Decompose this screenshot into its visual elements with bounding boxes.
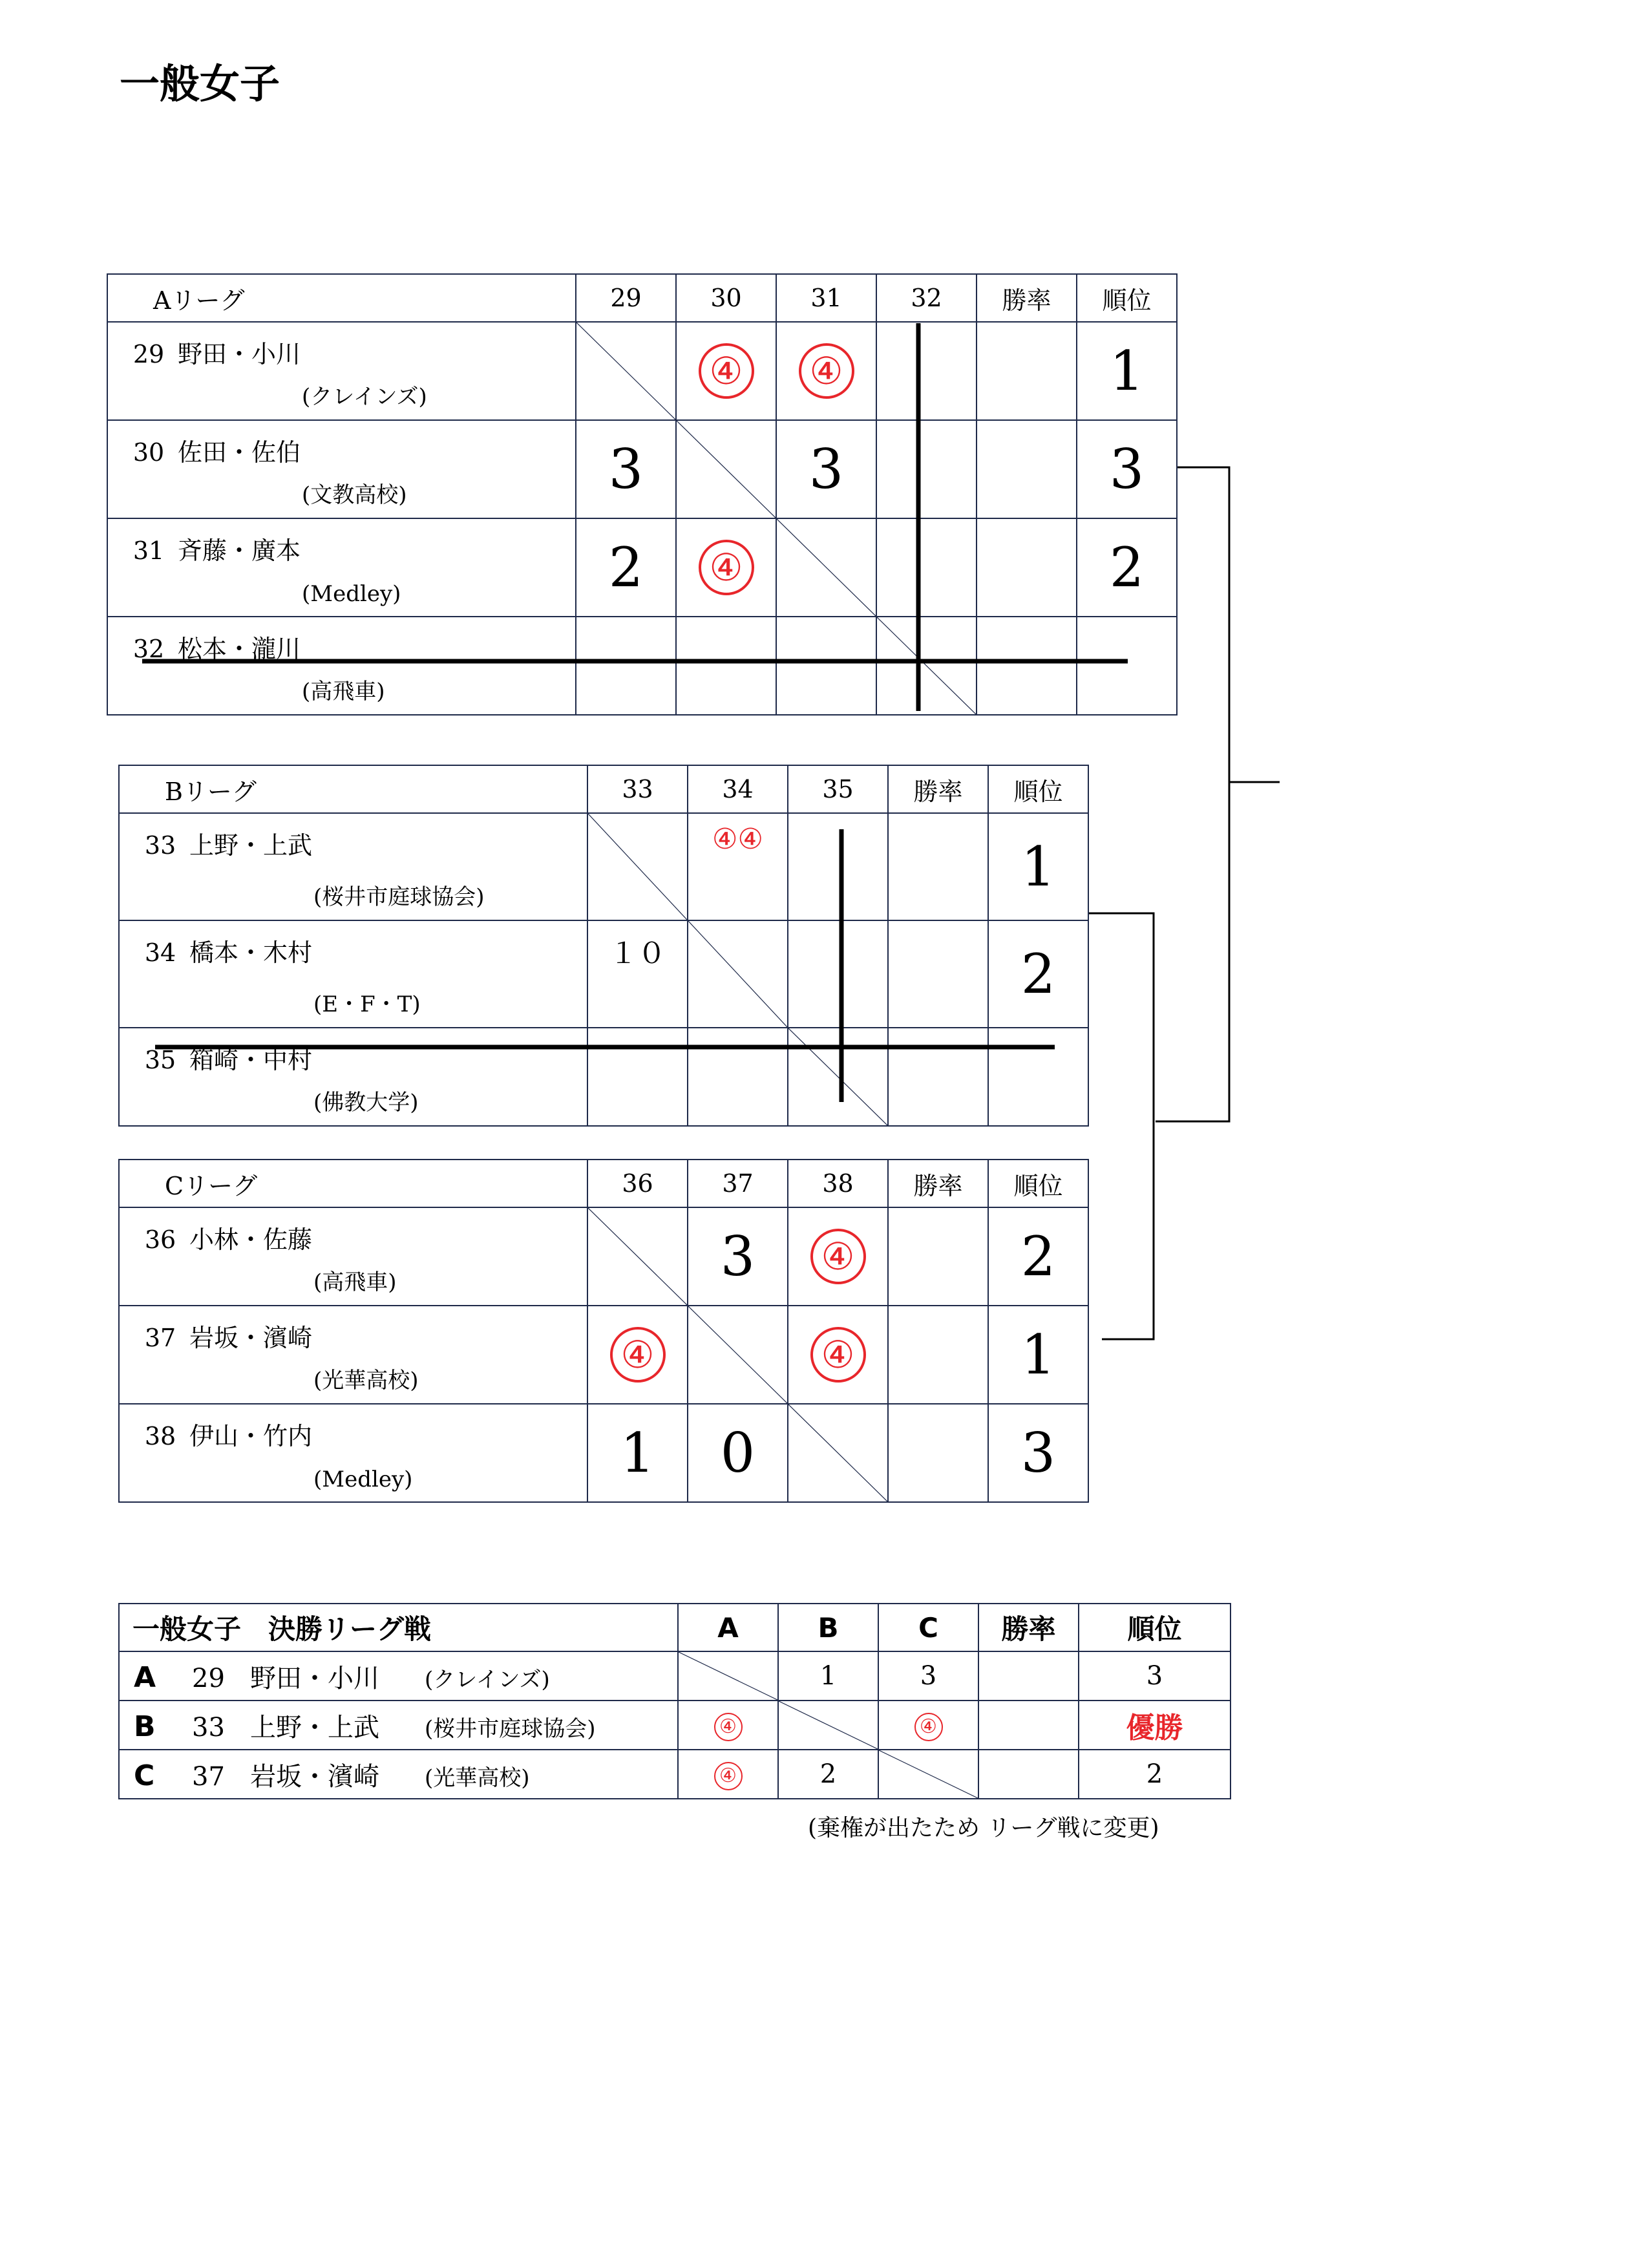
rate-cell <box>978 1750 1079 1799</box>
col-header: 37 <box>688 1160 788 1207</box>
rate-cell <box>888 1306 988 1404</box>
col-header: A <box>678 1604 778 1651</box>
col-header: 38 <box>788 1160 888 1207</box>
rank-header: 順位 <box>1077 274 1177 322</box>
group-letter: A <box>134 1660 156 1694</box>
win-mark: ④ <box>714 1762 743 1790</box>
player-names: 斉藤・廣本 <box>178 536 301 565</box>
group-letter: C <box>134 1759 155 1792</box>
score-cell <box>788 920 888 1028</box>
player-club: (桜井市庭球協会) <box>313 884 485 910</box>
self-cell <box>576 322 676 420</box>
score-cell <box>776 322 876 420</box>
col-header: 36 <box>587 1160 688 1207</box>
rank-cell: 2 <box>988 1207 1088 1306</box>
table-row <box>107 617 1177 715</box>
player-names: 上野・上武 <box>250 1712 379 1743</box>
rate-cell <box>978 1701 1079 1750</box>
player-names: 松本・瀧川 <box>178 635 301 663</box>
final-note: (棄権が出たため リーグ戦に変更) <box>808 1815 1159 1841</box>
self-cell <box>876 617 977 715</box>
score-cell <box>788 813 888 920</box>
player-number: 31 <box>132 536 165 565</box>
rate-cell <box>977 322 1077 420</box>
score-cell <box>678 1701 778 1750</box>
rank-cell: 3 <box>1079 1651 1231 1701</box>
score-cell <box>676 617 776 715</box>
player-cell <box>107 322 576 420</box>
table-row <box>119 1306 1088 1404</box>
col-header: 30 <box>676 274 776 322</box>
score-cell: 3 <box>776 420 876 518</box>
player-number: 34 <box>144 938 176 967</box>
league-a-name: Aリーグ <box>107 274 576 322</box>
final-league-table <box>118 1603 1231 1799</box>
rate-header: 勝率 <box>977 274 1077 322</box>
player-names: 伊山・竹内 <box>189 1422 313 1450</box>
rank-cell <box>1077 617 1177 715</box>
page-title: 一般女子 <box>120 60 280 107</box>
league-b-name: Bリーグ <box>119 765 587 813</box>
score-cell <box>576 617 676 715</box>
table-row <box>107 518 1177 617</box>
score-cell <box>788 1207 888 1306</box>
self-cell <box>587 813 688 920</box>
player-names: 橋本・木村 <box>189 938 313 967</box>
league-c-table <box>118 1159 1089 1503</box>
score-cell: 3 <box>688 1207 788 1306</box>
player-cell <box>107 518 576 617</box>
league-c-name: Cリーグ <box>119 1160 587 1207</box>
col-header: 35 <box>788 765 888 813</box>
player-number: 32 <box>132 635 165 663</box>
self-cell <box>688 920 788 1028</box>
player-club: (クレインズ) <box>425 1666 550 1693</box>
score-cell: 1 <box>587 1404 688 1502</box>
win-mark: ④ <box>714 1713 743 1741</box>
league-b-table <box>118 765 1089 1127</box>
win-mark: ④ <box>699 343 754 399</box>
col-header: 32 <box>876 274 977 322</box>
player-number: 35 <box>144 1046 176 1074</box>
rate-cell <box>977 518 1077 617</box>
self-cell <box>878 1750 978 1799</box>
win-mark: ④④ <box>712 823 763 856</box>
player-names: 岩坂・濱崎 <box>189 1324 313 1352</box>
score-cell <box>676 518 776 617</box>
self-cell <box>678 1651 778 1701</box>
col-header: 34 <box>688 765 788 813</box>
player-names: 野田・小川 <box>178 340 301 368</box>
score-cell: 3 <box>878 1651 978 1701</box>
rate-header: 勝率 <box>978 1604 1079 1651</box>
player-names: 佐田・佐伯 <box>178 438 301 467</box>
rank-cell: 2 <box>1077 518 1177 617</box>
self-cell <box>688 1306 788 1404</box>
score-cell <box>788 1306 888 1404</box>
win-mark: ④ <box>699 540 754 595</box>
player-club: (文教高校) <box>302 482 407 508</box>
col-header: B <box>778 1604 878 1651</box>
win-mark: ④ <box>610 1327 666 1383</box>
score-cell <box>688 1028 788 1126</box>
score-cell <box>587 1306 688 1404</box>
rank-header: 順位 <box>988 765 1088 813</box>
bracket-line <box>1089 913 1154 1339</box>
player-number: 37 <box>192 1761 225 1792</box>
rate-header: 勝率 <box>888 1160 988 1207</box>
self-cell <box>778 1701 878 1750</box>
player-names: 野田・小川 <box>250 1663 379 1693</box>
rate-cell <box>888 1404 988 1502</box>
rank-cell: 1 <box>1077 322 1177 420</box>
player-club: (桜井市庭球協会) <box>425 1715 596 1742</box>
player-number: 33 <box>144 831 176 860</box>
player-club: (佛教大学) <box>313 1090 419 1116</box>
player-club: (クレインズ) <box>302 384 427 410</box>
score-cell: 0 <box>688 1404 788 1502</box>
rank-cell: 1 <box>988 1306 1088 1404</box>
final-player-cell <box>119 1651 678 1701</box>
score-cell <box>878 1701 978 1750</box>
player-number: 29 <box>132 340 165 368</box>
rank-header: 順位 <box>1079 1604 1231 1651</box>
score-cell <box>876 420 977 518</box>
rank-cell: 3 <box>988 1404 1088 1502</box>
champion-label: 優勝 <box>1126 1712 1183 1744</box>
self-cell <box>788 1028 888 1126</box>
player-number: 38 <box>144 1422 176 1450</box>
self-cell <box>776 518 876 617</box>
self-cell <box>676 420 776 518</box>
player-club: (光華高校) <box>425 1765 530 1791</box>
table-row <box>119 1701 1231 1750</box>
self-cell <box>587 1207 688 1306</box>
player-names: 箱崎・中村 <box>189 1046 313 1074</box>
player-club: (高飛車) <box>302 679 385 705</box>
rank-header: 順位 <box>988 1160 1088 1207</box>
win-mark: ④ <box>914 1713 943 1741</box>
rate-cell <box>977 420 1077 518</box>
player-club: (高飛車) <box>313 1269 397 1295</box>
league-a-table <box>107 273 1178 715</box>
player-cell <box>119 1028 587 1126</box>
table-row <box>107 420 1177 518</box>
final-player-cell <box>119 1701 678 1750</box>
rank-cell: 2 <box>988 920 1088 1028</box>
final-title: 一般女子 決勝リーグ戦 <box>119 1604 678 1651</box>
player-number: 33 <box>192 1712 225 1743</box>
rank-cell: 2 <box>1079 1750 1231 1799</box>
player-cell <box>107 420 576 518</box>
rate-cell <box>888 1028 988 1126</box>
rate-cell <box>888 920 988 1028</box>
final-player-cell <box>119 1750 678 1799</box>
table-row <box>119 1651 1231 1701</box>
rate-cell <box>888 813 988 920</box>
score-cell <box>876 518 977 617</box>
table-row <box>119 1404 1088 1502</box>
self-cell <box>788 1404 888 1502</box>
win-mark: ④ <box>799 343 854 399</box>
player-names: 上野・上武 <box>189 831 313 860</box>
score-cell <box>678 1750 778 1799</box>
rank-cell <box>988 1028 1088 1126</box>
score-cell: 1 <box>778 1651 878 1701</box>
player-cell <box>119 920 587 1028</box>
table-row <box>119 1750 1231 1799</box>
col-header: 33 <box>587 765 688 813</box>
score-cell: 2 <box>576 518 676 617</box>
player-cell <box>119 1306 587 1404</box>
player-names: 小林・佐藤 <box>189 1225 313 1254</box>
rank-cell: 1 <box>988 813 1088 920</box>
player-cell <box>119 813 587 920</box>
player-cell <box>119 1207 587 1306</box>
group-letter: B <box>134 1710 156 1743</box>
table-row <box>119 1028 1088 1126</box>
player-number: 37 <box>144 1324 176 1352</box>
win-mark: ④ <box>810 1327 866 1383</box>
player-club: (Medley) <box>302 581 401 607</box>
player-club: (Medley) <box>313 1467 413 1492</box>
player-number: 29 <box>192 1663 225 1693</box>
col-header: C <box>878 1604 978 1651</box>
win-mark: ④ <box>810 1229 866 1284</box>
player-number: 30 <box>132 438 165 467</box>
table-row <box>119 1207 1088 1306</box>
rank-cell <box>1079 1701 1231 1750</box>
col-header: 29 <box>576 274 676 322</box>
score-cell <box>876 322 977 420</box>
table-row <box>119 813 1088 920</box>
player-names: 岩坂・濱崎 <box>250 1761 379 1792</box>
col-header: 31 <box>776 274 876 322</box>
player-cell <box>119 1404 587 1502</box>
table-row <box>107 322 1177 420</box>
rate-cell <box>977 617 1077 715</box>
player-cell <box>107 617 576 715</box>
rank-cell: 3 <box>1077 420 1177 518</box>
player-club: (E・F・T) <box>313 991 421 1017</box>
score-cell: 2 <box>778 1750 878 1799</box>
rate-cell <box>888 1207 988 1306</box>
score-cell <box>688 813 788 920</box>
score-cell: 3 <box>576 420 676 518</box>
rate-header: 勝率 <box>888 765 988 813</box>
score-cell <box>776 617 876 715</box>
table-row <box>119 920 1088 1028</box>
score-cell <box>676 322 776 420</box>
score-cell: １０ <box>587 920 688 1028</box>
player-number: 36 <box>144 1225 176 1254</box>
rate-cell <box>978 1651 1079 1701</box>
score-cell <box>587 1028 688 1126</box>
player-club: (光華高校) <box>313 1368 419 1394</box>
